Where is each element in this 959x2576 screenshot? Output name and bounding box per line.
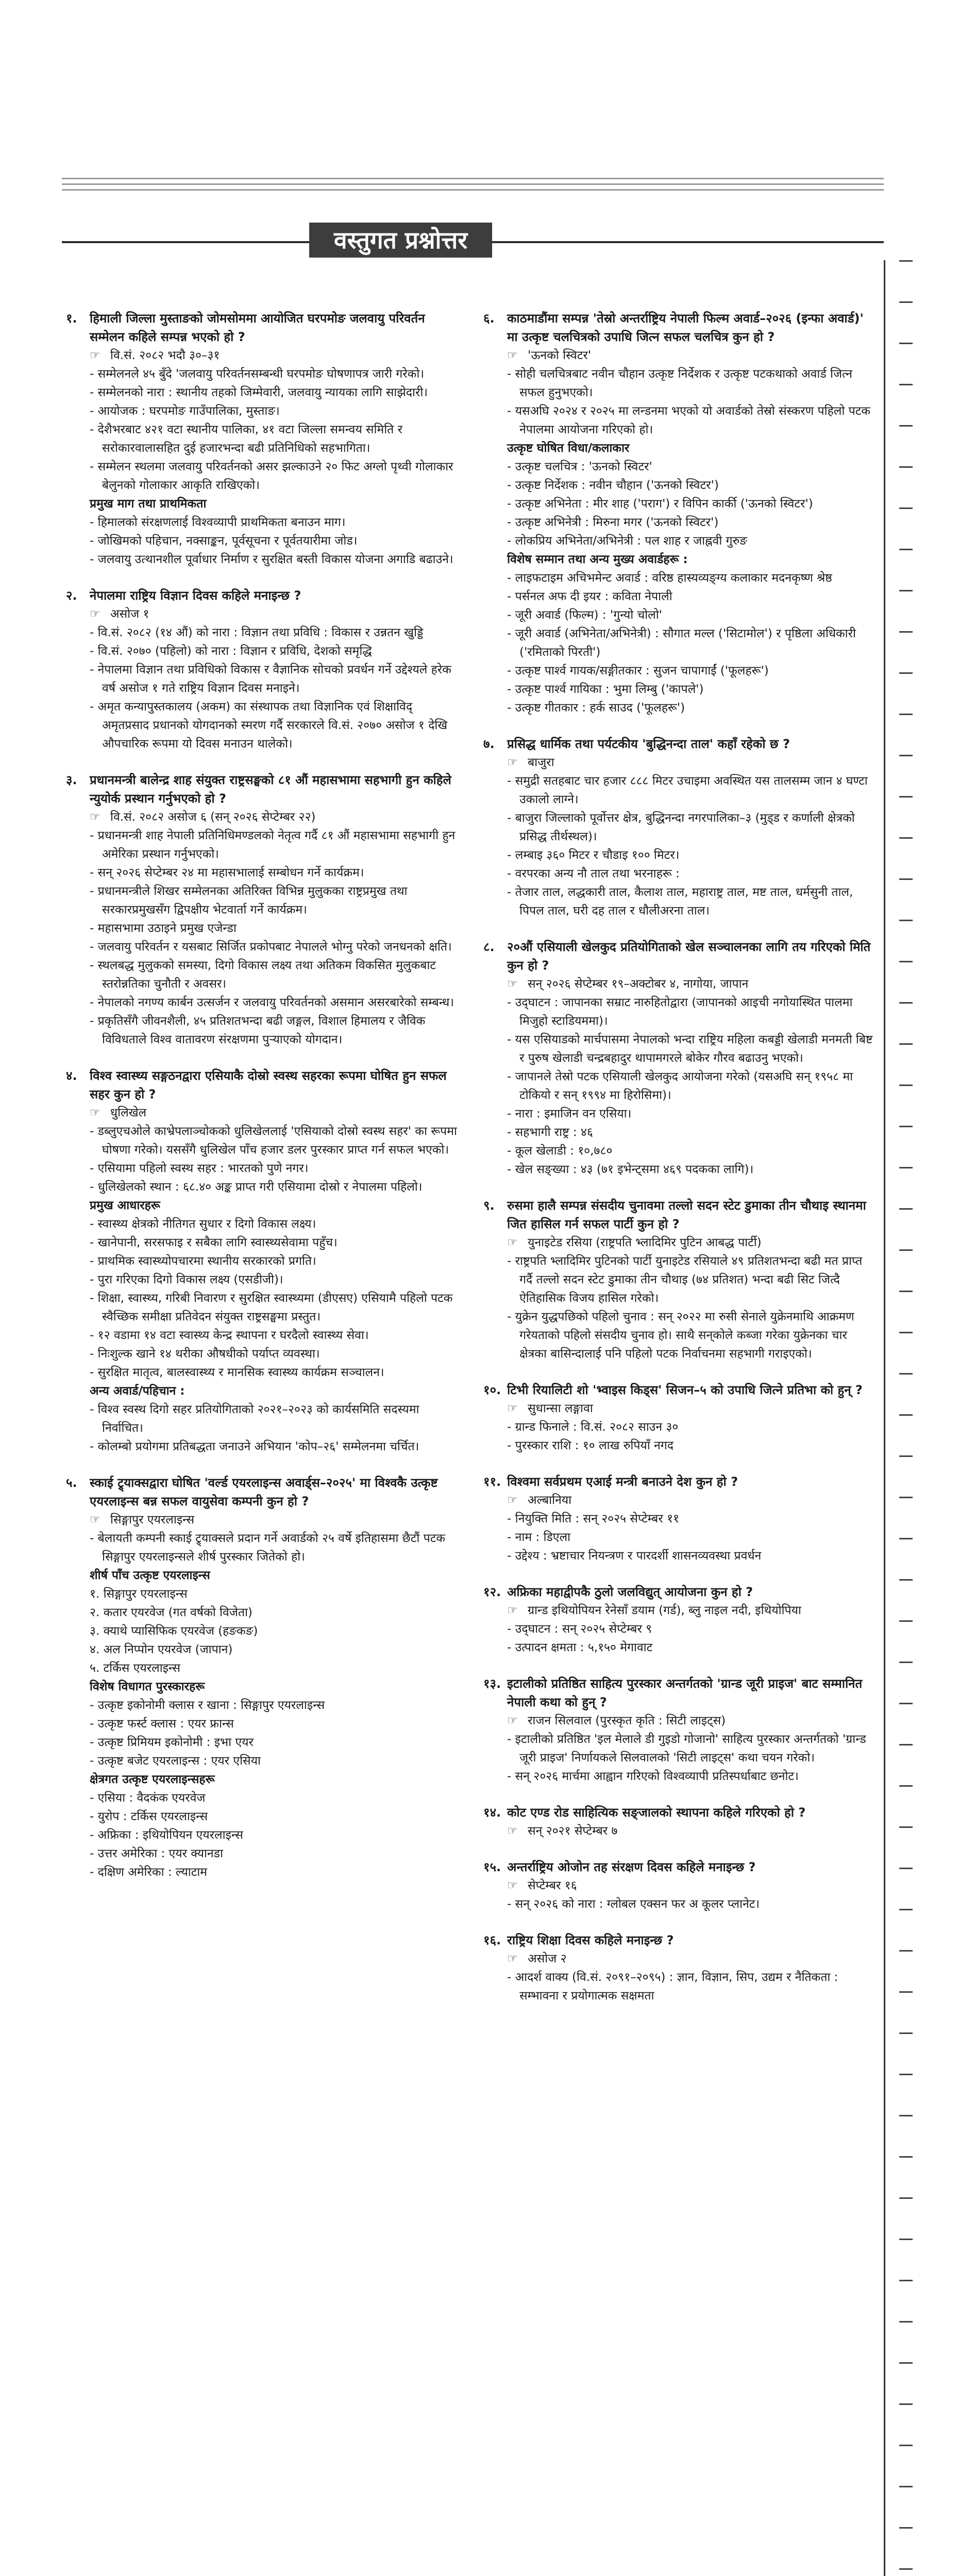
margin-tick [899,1167,913,1168]
margin-tick [899,2197,913,2199]
detail-line: - देशैभरबाट ४२१ वटा स्थानीय पालिका, ४१ वटा जिल्ला समन्वय समिति र सरोकारवालासहित दुई हजारभन्दा बढी प्रतिनिधिको सहभागिता। [90,420,458,457]
pointing-hand-icon: ☞ [507,977,518,991]
question-number: ६. [483,311,495,326]
pointing-hand-icon: ☞ [90,1513,100,1527]
detail-line: - बेलायती कम्पनी स्काई ट्र्याक्सले प्रदान गर्ने अवार्डको २५ वर्षे इतिहासमा छैटौं पटक सिङ्गापुर एयरलाइन्सले शीर्ष पुरस्कार जितेको हो। [90,1529,458,1566]
question-number: १०. [483,1383,501,1397]
question-number: १५. [483,1860,501,1874]
question-number: ५. [66,1476,77,1490]
margin-tick [899,1950,913,1952]
section-title: वस्तुगत प्रश्नोत्तर [309,223,492,258]
margin-tick [899,2527,913,2529]
margin-tick [899,1826,913,1828]
answer-text: सिङ्गापुर एयरलाइन्स [110,1513,195,1527]
question-title [66,771,458,808]
question-number: १६. [483,1933,501,1947]
detail-line: - जलवायु उत्थानशील पूर्वाधार निर्माण र सुरक्षित बस्ती विकास योजना अगाडि बढाउने। [90,550,458,569]
detail-line: - प्रधानमन्त्रीले शिखर सम्मेलनका अतिरिक्त विभिन्न मुलुकका राष्ट्रप्रमुख तथा सरकारप्रमुखसँग द्विपक्षीय भेटवार्ता गर्ने कार्यक्रम। [90,882,458,919]
margin-tick [899,1703,913,1704]
question-title [66,1473,458,1511]
question-block [483,1803,875,1840]
sub-heading: क्षेत्रगत उत्कृष्ट एयरलाइन्सहरू [90,1773,215,1786]
detail-line: - युक्रेन युद्धपछिको पहिलो चुनाव : सन् २०२२ मा रुसी सेनाले युक्रेनमाथि आक्रमण गरेयताको पहिलो संसदीय चुनाव हो। साथै सन्‌कोले कब्जा गरेका युक्रेनका चार क्षेत्रका बासिन्दालाई पनि पहिलो पटक निर्वाचनमा सहभागी गराइएको। [507,1308,875,1363]
sub-heading: विशेष विधागत पुरस्कारहरू [90,1680,205,1693]
question-title [66,586,458,605]
detail-line: - डब्लुएचओले काभ्रेपलाञ्चोकको धुलिखेललाई 'एसियाको दोस्रो स्वस्थ सहर' का रूपमा घोषणा गरेको। यससँगै धुलिखेल पाँच हजार डलर पुरस्कार प्राप्त गर्न सफल भएको। [90,1122,458,1159]
question-text: रुसमा हालै सम्पन्न संसदीय चुनावमा तल्लो सदन स्टेट डुमाका तीन चौथाइ स्थानमा जित हासिल गर्न सफल पार्टी कुन हो ? [507,1198,866,1231]
question-block [483,1583,875,1657]
detail-line: - उत्कृष्ट चलचित्र : 'ऊनको स्विटर' [507,457,875,476]
detail-line: - तेजार ताल, लद्धकारी ताल, कैलाश ताल, महाराष्ट्र ताल, मष्ट ताल, धर्मसुनी ताल, पिपल ताल, घरी दह ताल र धौलीअरना ताल। [507,883,875,920]
detail-line: - उत्कृष्ट फर्स्ट क्लास : एयर फ्रान्स [90,1715,458,1733]
question-block [66,1066,458,1456]
margin-tick [899,549,913,550]
detail-line: - उद्‌घाटन : सन् २०२५ सेप्टेम्बर ९ [507,1620,875,1638]
detail-line: - उत्कृष्ट गीतकार : हर्क साउद ('फूलहरू') [507,699,875,717]
detail-line: - उत्कृष्ट अभिनेता : मीर शाह ('पराग') र विपिन कार्की ('ऊनको स्विटर') [507,495,875,513]
detail-line: ४. अल निप्पोन एयरवेज (जापान) [90,1643,233,1656]
detail-line: - सहभागी राष्ट्र : ४६ [507,1123,875,1142]
question-number: ८. [483,940,495,954]
margin-tick [899,1744,913,1745]
margin-tick [899,1909,913,1910]
detail-line: - इटालीको प्रतिष्ठित 'इल मेलाले डी गुइडो गोजानो' साहित्य पुरस्कार अन्तर्गतको 'ग्रान्ड जूरी प्राइज' निर्णायकले सिलवालको 'सिटी लाइट्स' कथा चयन गरेको। [507,1730,875,1767]
answer-line [507,975,875,993]
detail-line: - यसअघि २०२४ र २०२५ मा लन्डनमा भएको यो अवार्डको तेस्रो संस्करण पहिलो पटक नेपालमा आयोजना गरिएको हो। [507,402,875,439]
detail-line: - नाम : डिएला [507,1528,875,1547]
detail-line: - जापानले तेस्रो पटक एसियाली खेलकुद आयोजना गरेको (यसअघि सन् १९५८ मा टोकियो र सन् १९९४ मा हिरोसिमा)। [507,1067,875,1105]
pointing-hand-icon: ☞ [507,756,518,769]
detail-line: - समुद्री सतहबाट चार हजार ८८८ मिटर उचाइमा अवस्थित यस तालसम्म जान ४ घण्टा उकालो लाग्ने। [507,772,875,809]
pointing-hand-icon: ☞ [507,1604,518,1617]
detail-line: ३. क्याथे प्यासिफिक एयरवेज (हङकङ) [90,1624,258,1638]
answer-text: वि.सं. २०८२ भदौ ३०–३१ [110,349,220,362]
question-number: ३. [66,773,77,787]
detail-line: - जलवायु परिवर्तन र यसबाट सिर्जित प्रकोपबाट नेपालले भोग्नु परेको जनधनको क्षति। [90,938,458,956]
margin-tick [899,1991,913,1993]
margin-tick [899,425,913,427]
question-text: २०औं एसियाली खेलकुद प्रतियोगिताको खेल सञ्चालनका लागि तय गरिएको मिति कुन हो ? [507,940,871,973]
answer-line [507,1711,875,1730]
margin-tick [899,260,913,262]
detail-line: - प्रधानमन्त्री शाह नेपाली प्रतिनिधिमण्डलको नेतृत्व गर्दै ८१ औं महासभामा सहभागी हुन अमेरिका प्रस्थान गर्नुभएको। [90,826,458,863]
detail-line: - सन् २०२६ मार्चमा आह्वान गरिएको विश्वव्यापी प्रतिस्पर्धाबाट छनोट। [507,1767,875,1786]
answer-line [507,1399,875,1418]
question-text: कोट एण्ड रोड साहित्यिक सङ्जालको स्थापना कहिले गरिएको हो ? [507,1805,806,1820]
detail-line: - कूल खेलाडी : १०,७८० [507,1142,875,1160]
question-block [66,309,458,569]
answer-line [507,1491,875,1510]
question-text: इटालीको प्रतिष्ठित साहित्य पुरस्कार अन्तर्गतको 'ग्रान्ड जूरी प्राइज' बाट सम्मानित नेपाली कथा को हुन् ? [507,1676,863,1709]
margin-tick [899,2362,913,2364]
question-text: प्रसिद्ध धार्मिक तथा पर्यटकीय 'बुद्धिनन्दा ताल' कहाँ रहेको छ ? [507,737,790,751]
detail-line: - उत्पादन क्षमता : ५,१५० मेगावाट [507,1638,875,1657]
margin-tick [899,920,913,921]
pointing-hand-icon: ☞ [507,1952,518,1965]
margin-tick [899,2074,913,2075]
detail-line: - बाजुरा जिल्लाको पूर्वोत्तर क्षेत्र, बुद्धिनन्दा नगरपालिका–३ (मुड्‌ड र कर्णाली क्षेत्रको प्रसिद्ध तीर्थस्थल)। [507,809,875,846]
answer-line [90,808,458,826]
question-text: प्रधानमन्त्री बालेन्द्र शाह संयुक्त राष्ट्रसङ्घको ८१ औं महासभामा सहभागी हुन कहिले न्युयोर्क प्रस्थान गर्नुभएको हो ? [90,773,451,806]
question-block [66,1473,458,1882]
margin-tick [899,878,913,880]
answer-line [507,1950,875,1968]
detail-line: - वि.सं. २०८२ (१४ औं) को नारा : विज्ञान तथा प्रविधि : विकास र उन्नतन खुड्डि [90,623,458,642]
answer-text: असोज २ [528,1952,567,1965]
detail-line: - उत्तर अमेरिका : एयर क्यानडा [90,1844,458,1863]
margin-tick [899,1373,913,1375]
answer-text: वि.सं. २०८२ असोज ६ (सन् २०२६ सेप्टेम्बर २२) [110,810,316,824]
detail-line: ५. टर्किस एयरलाइन्स [90,1662,180,1675]
detail-line: - अमृत कन्यापुस्तकालय (अकम) का संस्थापक तथा विज्ञानिक एवं शिक्षाविद् अमृतप्रसाद प्रधानको योगदानको स्मरण गर्दै सरकारले वि.सं. २०७० असोज १ देखि औपचारिक रूपमा यो दिवस मनाउन थालेको। [90,698,458,753]
detail-line: - स्वास्थ्य क्षेत्रको नीतिगत सुधार र दिगो विकास लक्ष्य। [90,1215,458,1233]
margin-tick [899,961,913,962]
detail-line: - आदर्श वाक्य (वि.सं. २०९१–२०९५) : ज्ञान, विज्ञान, सिप, उद्यम र नैतिकता : सम्भावना र प्रयोगात्मक सक्षमता [507,1968,875,2005]
detail-line: - पुरस्कार राशि : १० लाख रुपियाँ नगद [507,1436,875,1455]
pointing-hand-icon: ☞ [507,1714,518,1727]
detail-line: - राष्ट्रपति भ्लादिमिर पुटिनको पार्टी युनाइटेड रसियाले ४९ प्रतिशतभन्दा बढी मत प्राप्त गर्दै तल्लो सदन स्टेट डुमाका तीन चौथाइ (७४ प्रतिशत) भन्दा बढी सिट जित्दै ऐतिहासिक विजय हासिल गरेको। [507,1252,875,1308]
sub-heading: शीर्ष पाँच उत्कृष्ट एयरलाइन्स [90,1569,210,1582]
question-text: नेपालमा राष्ट्रिय विज्ञान दिवस कहिले मनाइन्छ ? [90,588,301,603]
detail-line: - धुलिखेलको स्थान : ६८.४० अङ्क प्राप्त गरी एसियामा दोस्रो र नेपालमा पहिलो। [90,1178,458,1196]
question-block [483,1858,875,1913]
detail-line: - निःशुल्क खाने १४ थरीका औषधीको पर्याप्त व्यवस्था। [90,1345,458,1363]
margin-tick [899,1208,913,1210]
detail-line: - जोखिमको पहिचान, नक्साङ्कन, पूर्वसूचना र पूर्वतयारीमा जोड। [90,532,458,550]
answer-text: धुलिखेल [110,1106,147,1120]
pointing-hand-icon: ☞ [90,810,100,824]
pointing-hand-icon: ☞ [90,607,100,621]
question-title [483,309,875,346]
answer-line [90,1104,458,1122]
answer-text: सुधान्सा लङ्गावा [528,1402,593,1415]
question-number: १३. [483,1676,501,1691]
pointing-hand-icon: ☞ [507,1879,518,1892]
answer-text: राजन सिलवाल (पुरस्कृत कृति : सिटी लाइट्स) [528,1714,726,1727]
detail-line: - प्रकृतिसँगै जीवनशैली, ४५ प्रतिशतभन्दा बढी जङ्गल, विशाल हिमालय र जैविक विविधताले विश्व वातावरण संरक्षणमा पुऱ्याएको योगदान। [90,1012,458,1049]
sub-heading: प्रमुख माग तथा प्राथमिकता [90,497,207,511]
margin-tick [899,631,913,633]
pointing-hand-icon: ☞ [507,1824,518,1838]
detail-line: - युरोप : टर्किस एयरलाइन्स [90,1807,458,1826]
sub-heading: उत्कृष्ट घोषित विधा/कलाकार [507,442,630,455]
margin-tick [899,2445,913,2446]
detail-line: - उत्कृष्ट बजेट एयरलाइन्स : एयर एसिया [90,1752,458,1770]
margin-tick [899,2321,913,2323]
detail-line: - नियुक्ति मिति : सन् २०२५ सेप्टेम्बर ११ [507,1510,875,1528]
detail-line: - सम्मेलनको नारा : स्थानीय तहको जिम्मेवारी, जलवायु न्यायका लागि साझेदारी। [90,383,458,402]
detail-line: - एसिया : वैदकंक एयरवेज [90,1789,458,1807]
pointing-hand-icon: ☞ [507,1402,518,1415]
detail-line: - उत्कृष्ट निर्देशक : नवीन चौहान ('ऊनको स्विटर') [507,476,875,495]
answer-line [507,346,875,365]
margin-tick [899,2156,913,2158]
pointing-hand-icon: ☞ [507,349,518,362]
sub-heading: अन्य अवार्ड/पहिचान : [90,1384,185,1398]
question-number: १४. [483,1805,501,1820]
answer-line [90,1511,458,1529]
detail-line: - नेपालमा विज्ञान तथा प्रविधिको विकास र वैज्ञानिक सोचको प्रवर्धन गर्ने उद्देश्यले हरेक वर्ष असोज १ गते राष्ट्रिय विज्ञान दिवस मनाइने। [90,660,458,698]
detail-line: - सोही चलचित्रबाट नवीन चौहान उत्कृष्ट निर्देशक र उत्कृष्ट पटकथाको अवार्ड जित्न सफल हुनुभएको। [507,365,875,402]
answer-text: सन् २०२१ सेप्टेम्बर ७ [528,1824,618,1838]
margin-tick [899,1084,913,1086]
question-number: १२. [483,1585,501,1599]
margin-tick [899,507,913,509]
answer-line [507,1233,875,1252]
margin-tick [899,2032,913,2034]
detail-line: - हिमालको संरक्षणलाई विश्वव्यापी प्राथमिकता बनाउन माग। [90,513,458,532]
question-number: १. [66,311,77,326]
detail-line: - ग्रान्ड फिनाले : वि.सं. २०८२ साउन ३० [507,1418,875,1436]
pointing-hand-icon: ☞ [507,1494,518,1507]
detail-line: - उद्‌घाटन : जापानका सम्राट नारुहितोद्वारा (जापानको आइची नगोयास्थित पालमा मिजुहो स्टाडियममा)। [507,993,875,1030]
pointing-hand-icon: ☞ [90,349,100,362]
margin-tick [899,1620,913,1622]
margin-tick [899,1662,913,1663]
detail-line: - यस एसियाडको मार्चपासमा नेपालको भन्दा राष्ट्रिय महिला कबड्डी खेलाडी मनमती बिष्ट र पुरुष खेलाडी चन्द्रबहादुर थापामगरले बोकेर गौरव बढाउनु भएको। [507,1030,875,1067]
margin-ticks [899,260,915,2576]
detail-line: - अफ्रिका : इथियोपियन एयरलाइन्स [90,1826,458,1844]
question-title [483,1583,875,1601]
question-number: ११. [483,1475,501,1489]
detail-line: - नेपालको नगण्य कार्बन उत्सर्जन र जलवायु परिवर्तनको असमान असरबारेको सम्बन्ध। [90,993,458,1012]
detail-line: - लम्बाइ ३६० मिटर र चौडाइ १०० मिटर। [507,846,875,865]
detail-line: - उद्देश्य : भ्रष्टाचार नियन्त्रण र पारदर्शी शासनव्यवस्था प्रवर्धन [507,1547,875,1565]
margin-tick [899,1785,913,1787]
detail-line: - खेल सङ्ख्या : ४३ (७१ इभेन्ट्समा ४६९ पदकका लागि)। [507,1160,875,1179]
detail-line: - उत्कृष्ट पार्श्व गायिका : भुमा लिम्बु ('कापले') [507,680,875,699]
detail-line: - लोकप्रिय अभिनेता/अभिनेत्री : पल शाह र जाह्नवी गुरुङ [507,532,875,550]
answer-text: अल्बानिया [528,1494,572,1507]
answer-text: युनाइटेड रसिया (राष्ट्रपति भ्लादिमिर पुटिन आबद्ध पार्टी) [528,1236,762,1249]
decorative-lines [62,178,884,198]
detail-line: - जूरी अवार्ड (फिल्म) : 'गुन्यो चोलो' [507,606,875,624]
detail-line: - महासभामा उठाइने प्रमुख एजेन्डा [90,919,458,938]
detail-line: - पर्सनल अफ दी इयर : कविता नेपाली [507,587,875,606]
question-text: टिभी रियालिटी शो 'भ्वाइस किड्स' सिजन–५ को उपाधि जित्ने प्रतिभा को हुन् ? [507,1383,863,1397]
margin-tick [899,1332,913,1333]
margin-tick [899,2403,913,2405]
detail-line: - १२ वडामा १४ वटा स्वास्थ्य केन्द्र स्थापना र घरदैलो स्वास्थ्य सेवा। [90,1326,458,1345]
question-title [483,1858,875,1876]
answer-text: 'ऊनको स्विटर' [528,349,592,362]
question-title [483,1196,875,1233]
sub-heading: प्रमुख आधारहरू [90,1199,160,1212]
detail-line: - उत्कृष्ट अभिनेत्री : मिरुना मगर ('ऊनको स्विटर') [507,513,875,532]
right-column [483,309,875,2023]
detail-line: - सन् २०२६ सेप्टेम्बर २४ मा महासभालाई सम्बोधन गर्ने कार्यक्रम। [90,863,458,882]
question-number: ४. [66,1069,77,1083]
pointing-hand-icon: ☞ [90,1106,100,1120]
answer-text: असोज १ [110,607,149,621]
answer-text: सन् २०२६ सेप्टेम्बर १९–अक्टोबर ४, नागोया, जापान [528,977,749,991]
detail-line: - प्राथमिक स्वास्थ्योपचारमा स्थानीय सरकारको प्रगति। [90,1252,458,1270]
question-block [483,1472,875,1565]
margin-tick [899,343,913,344]
question-title [483,1931,875,1950]
question-block [483,1931,875,2005]
section-header [62,222,884,259]
left-column [66,309,458,1899]
margin-tick [899,1868,913,1869]
detail-line: - खानेपानी, सरसफाइ र सबैका लागि स्वास्थ्यसेवामा पहुँच। [90,1233,458,1252]
margin-tick [899,590,913,591]
margin-tick [899,2115,913,2116]
question-number: ७. [483,737,495,751]
question-number: ९. [483,1198,495,1213]
margin-tick [899,2280,913,2281]
detail-line: १. सिङ्गापुर एयरलाइन्स [90,1587,188,1601]
margin-tick [899,466,913,468]
detail-line: - एसियामा पहिलो स्वस्थ सहर : भारतको पुणे नगर। [90,1159,458,1178]
question-text: अन्तर्राष्ट्रिय ओजोन तह संरक्षण दिवस कहिले मनाइन्छ ? [507,1860,756,1874]
question-title [66,309,458,346]
answer-text: ग्रान्ड इथियोपियन रेनेसाँ डयाम (गर्ड), ब्लु नाइल नदी, इथियोपिया [528,1604,801,1617]
margin-tick [899,1579,913,1581]
margin-tick [899,1538,913,1539]
question-block [66,771,458,1049]
question-text: अफ्रिका महाद्वीपकै ठुलो जलविद्युत् आयोजना कुन हो ? [507,1585,753,1599]
answer-line [90,605,458,623]
detail-line: - लाइफटाइम अचिभमेन्ट अवार्ड : वरिष्ठ हास्यव्यङ्ग्य कलाकार मदनकृष्ण श्रेष्ठ [507,569,875,587]
margin-rule [884,260,885,2576]
pointing-hand-icon: ☞ [507,1236,518,1249]
margin-tick [899,672,913,674]
margin-tick [899,1126,913,1127]
answer-text: सेप्टेम्बर १६ [528,1879,577,1892]
detail-line: - सम्मेलनले ४५ बुँदे 'जलवायु परिवर्तनसम्बन्धी घरपमोङ घोषणापत्र जारी गरेको। [90,365,458,383]
detail-line: - सम्मेलन स्थलमा जलवायु परिवर्तनको असर झल्काउने २० फिट अग्लो पृथ्वी गोलाकार बेलुनको गोलाकार आकृति राखिएको। [90,457,458,495]
question-block [483,1196,875,1363]
detail-line: - उत्कृष्ट पार्श्व गायक/सङ्गीतकार : सुजन चापागाईं ('फूलहरू') [507,662,875,680]
margin-tick [899,384,913,385]
detail-line: - सुरक्षित मातृत्व, बालस्वास्थ्य र मानसिक स्वास्थ्य कार्यक्रम सञ्चालन। [90,1363,458,1382]
sub-heading: विशेष सम्मान तथा अन्य मुख्य अवार्डहरू : [507,553,688,566]
margin-tick [899,1414,913,1416]
question-block [483,735,875,920]
question-block [483,309,875,717]
margin-tick [899,1249,913,1251]
detail-line: - स्थलबद्ध मुलुकको समस्या, दिगो विकास लक्ष्य तथा अतिकम विकसित मुलुकबाट स्तरोन्नतिका चुनौती र अवसर। [90,956,458,993]
question-text: विश्व स्वास्थ्य सङ्गठनद्वारा एसियाकै दोस्रो स्वस्थ सहरका रूपमा घोषित हुन सफल सहर कुन हो ? [90,1069,447,1101]
detail-line: - विश्व स्वस्थ दिगो सहर प्रतियोगिताको २०२१–२०२३ को कार्यसमिति सदस्यमा निर्वाचित। [90,1400,458,1437]
margin-tick [899,301,913,303]
answer-text: बाजुरा [528,756,554,769]
margin-tick [899,1291,913,1292]
question-block [483,1674,875,1786]
question-title [483,1381,875,1399]
question-text: काठमाडौंमा सम्पन्न 'तेस्रो अन्तर्राष्ट्रिय नेपाली फिल्म अवार्ड–२०२६ (इन्फा अवार्ड)' मा उत्कृष्ट चलचित्रको उपाधि जित्न सफल चलचित्र कुन हो ? [507,311,864,344]
question-title [483,1674,875,1711]
question-text: हिमाली जिल्ला मुस्ताङको जोमसोममा आयोजित घरपमोङ जलवायु परिवर्तन सम्मेलन कहिले सम्पन्न भएको हो ? [90,311,425,344]
question-text: स्काई ट्र्याक्सद्वारा घोषित 'वर्ल्ड एयरलाइन्स अवार्ड्स–२०२५' मा विश्वकै उत्कृष्ट एयरलाइन्स बन्न सफल वायुसेवा कम्पनी कुन हो ? [90,1476,438,1509]
question-text: राष्ट्रिय शिक्षा दिवस कहिले मनाइन्छ ? [507,1933,674,1947]
answer-line [507,1876,875,1895]
detail-line: - उत्कृष्ट इकोनोमी क्लास र खाना : सिङ्गापुर एयरलाइन्स [90,1696,458,1715]
question-block [66,586,458,753]
margin-tick [899,755,913,756]
detail-line: - सन् २०२६ को नारा : ग्लोबल एक्सन फर अ कूलर प्लानेट। [507,1895,875,1913]
margin-tick [899,714,913,715]
detail-line: - आयोजक : घरपमोङ गाउँपालिका, मुस्ताङ। [90,402,458,420]
detail-line: - दक्षिण अमेरिका : ल्याटाम [90,1863,458,1882]
answer-line [507,1601,875,1620]
question-number: २. [66,588,77,603]
margin-tick [899,2239,913,2240]
detail-line: - शिक्षा, स्वास्थ्य, गरिबी निवारण र सुरक्षित स्वास्थ्यमा (डीएसए) एसियामै पहिलो पटक स्वैच्छिक समीक्षा प्रतिवेदन संयुक्त राष्ट्रसङ्घमा प्रस्तुत। [90,1289,458,1326]
margin-tick [899,837,913,839]
margin-tick [899,1455,913,1457]
detail-line: - जूरी अवार्ड (अभिनेता/अभिनेत्री) : सौगात मल्ल ('सिटामोल') र पृष्ठिला अधिकारी ('रमिताको पिरती') [507,624,875,662]
detail-line: - वि.सं. २०७० (पहिलो) को नारा : विज्ञान र प्रविधि, देशको समृद्धि [90,642,458,660]
question-block [483,1381,875,1455]
detail-line: - नारा : इमाजिन वन एसिया। [507,1105,875,1123]
question-title [483,1803,875,1822]
detail-line: २. कतार एयरवेज (गत वर्षको विजेता) [90,1606,253,1619]
question-title [483,1472,875,1491]
detail-line: - वरपरका अन्य नौ ताल तथा भरनाहरू : [507,865,875,883]
answer-line [507,753,875,772]
margin-tick [899,1043,913,1045]
margin-tick [899,2568,913,2570]
question-text: विश्वमा सर्वप्रथम एआई मन्त्री बनाउने देश कुन हो ? [507,1475,738,1489]
detail-line: - पुरा गरिएका दिगो विकास लक्ष्य (एसडीजी)। [90,1270,458,1289]
detail-line: - कोलम्बो प्रयोगमा प्रतिबद्धता जनाउने अभियान 'कोप–२६' सम्मेलनमा चर्चित। [90,1437,458,1456]
question-title [66,1066,458,1104]
margin-tick [899,1497,913,1498]
answer-line [90,346,458,365]
detail-line: - उत्कृष्ट प्रिमियम इकोनोमी : इभा एयर [90,1733,458,1752]
question-title [483,938,875,975]
margin-tick [899,2486,913,2487]
margin-tick [899,796,913,798]
answer-line [507,1822,875,1840]
margin-tick [899,1002,913,1004]
question-title [483,735,875,753]
question-block [483,938,875,1179]
